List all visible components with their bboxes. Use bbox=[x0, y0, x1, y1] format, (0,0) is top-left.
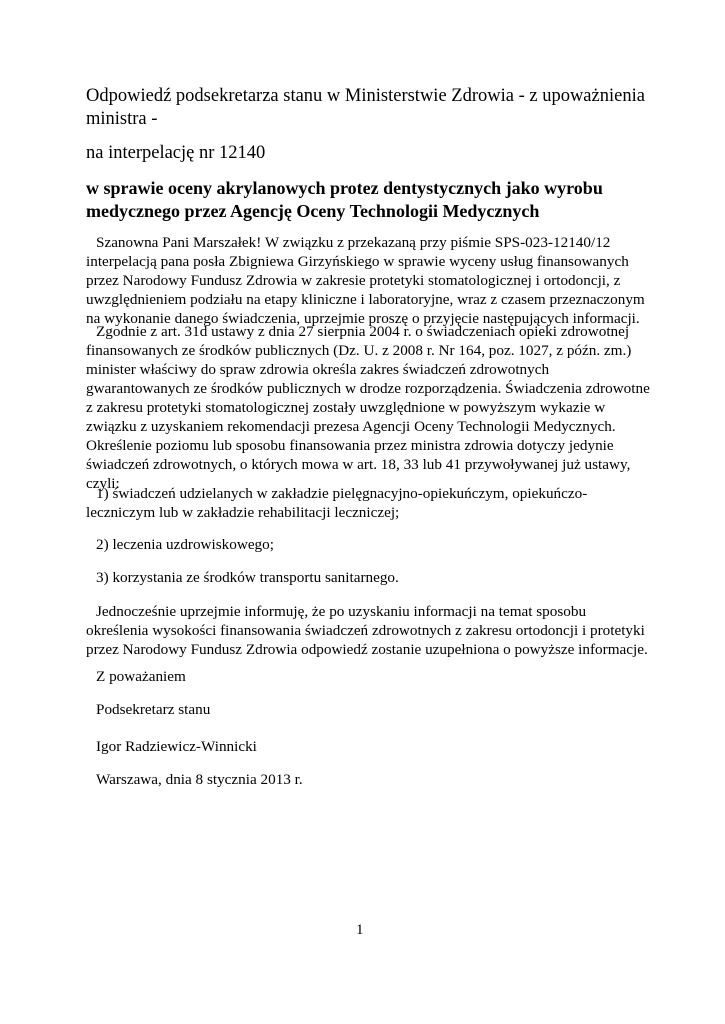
document-heading: Odpowiedź podsekretarza stanu w Ministerstwie Zdrowia - z upoważnienia ministra - bbox=[86, 86, 645, 129]
closing-salutation: Z poważaniem bbox=[96, 668, 186, 685]
document-content bbox=[86, 85, 651, 788]
paragraph-greeting: Szanowna Pani Marszałek! W związku z przekazaną przy piśmie SPS-023-12140/12 interpelacją pana posła Zbigniewa Girzyńskiego w sprawie wyceny usług finansowanych przez Narodowy Fundusz Zdrowia w zakresie protetyki stomatologicznej i ortodoncji, z uwzględnieniem podziału na etapy kliniczne i laboratoryjne, wraz z czasem przeznaczonym na wykonanie danego świadczenia, uprzejmie proszę o przyjęcie następujących informacji. bbox=[86, 234, 645, 327]
page-number: 1 bbox=[356, 922, 364, 938]
document-date: Warszawa, dnia 8 stycznia 2013 r. bbox=[96, 771, 303, 788]
signatory-name: Igor Radziewicz-Winnicki bbox=[96, 738, 257, 755]
paragraph-legal-basis: Zgodnie z art. 31d ustawy z dnia 27 sierpnia 2004 r. o świadczeniach opieki zdrowotnej finansowanych ze środków publicznych (Dz. U. z 2008 r. Nr 164, poz. 1027, z późn. zm.) minister właściwy do spraw zdrowia określa zakres świadczeń zdrowotnych gwarantowanych ze środków publicznych w drodze rozporządzenia. Świadczenia zdrowotne z zakresu protetyki stomatologicznej zostały uwzględnione w powyższym wykazie w związku z uzyskaniem rekomendacji prezesa Agencji Oceny Technologii Medycznych. Określenie poziomu lub sposobu finansowania przez ministra zdrowia dotyczy jedynie świadczeń zdrowotnych, o których mowa w art. 18, 33 lub 41 przywoływanej już ustawy, czyli: bbox=[86, 323, 650, 492]
list-item-2: 2) leczenia uzdrowiskowego; bbox=[96, 536, 274, 553]
list-item-1: 1) świadczeń udzielanych w zakładzie pielęgnacyjno-opiekuńczym, opiekuńczo-leczniczym lub w zakładzie rehabilitacji leczniczej; bbox=[86, 485, 588, 521]
list-item-3: 3) korzystania ze środków transportu sanitarnego. bbox=[96, 569, 399, 586]
signatory-title: Podsekretarz stanu bbox=[96, 701, 211, 718]
paragraph-followup: Jednocześnie uprzejmie informuję, że po uzyskaniu informacji na temat sposobu określenia wysokości finansowania świadczeń zdrowotnych z zakresu ortodoncji i protetyki przez Narodowy Fundusz Zdrowia odpowiedź zostanie uzupełniona o powyższe informacje. bbox=[86, 603, 648, 658]
interpelation-number: na interpelację nr 12140 bbox=[86, 143, 266, 163]
document-subject: w sprawie oceny akrylanowych protez dentystycznych jako wyrobu medycznego przez Agencję Oceny Technologii Medycznych bbox=[86, 178, 603, 221]
